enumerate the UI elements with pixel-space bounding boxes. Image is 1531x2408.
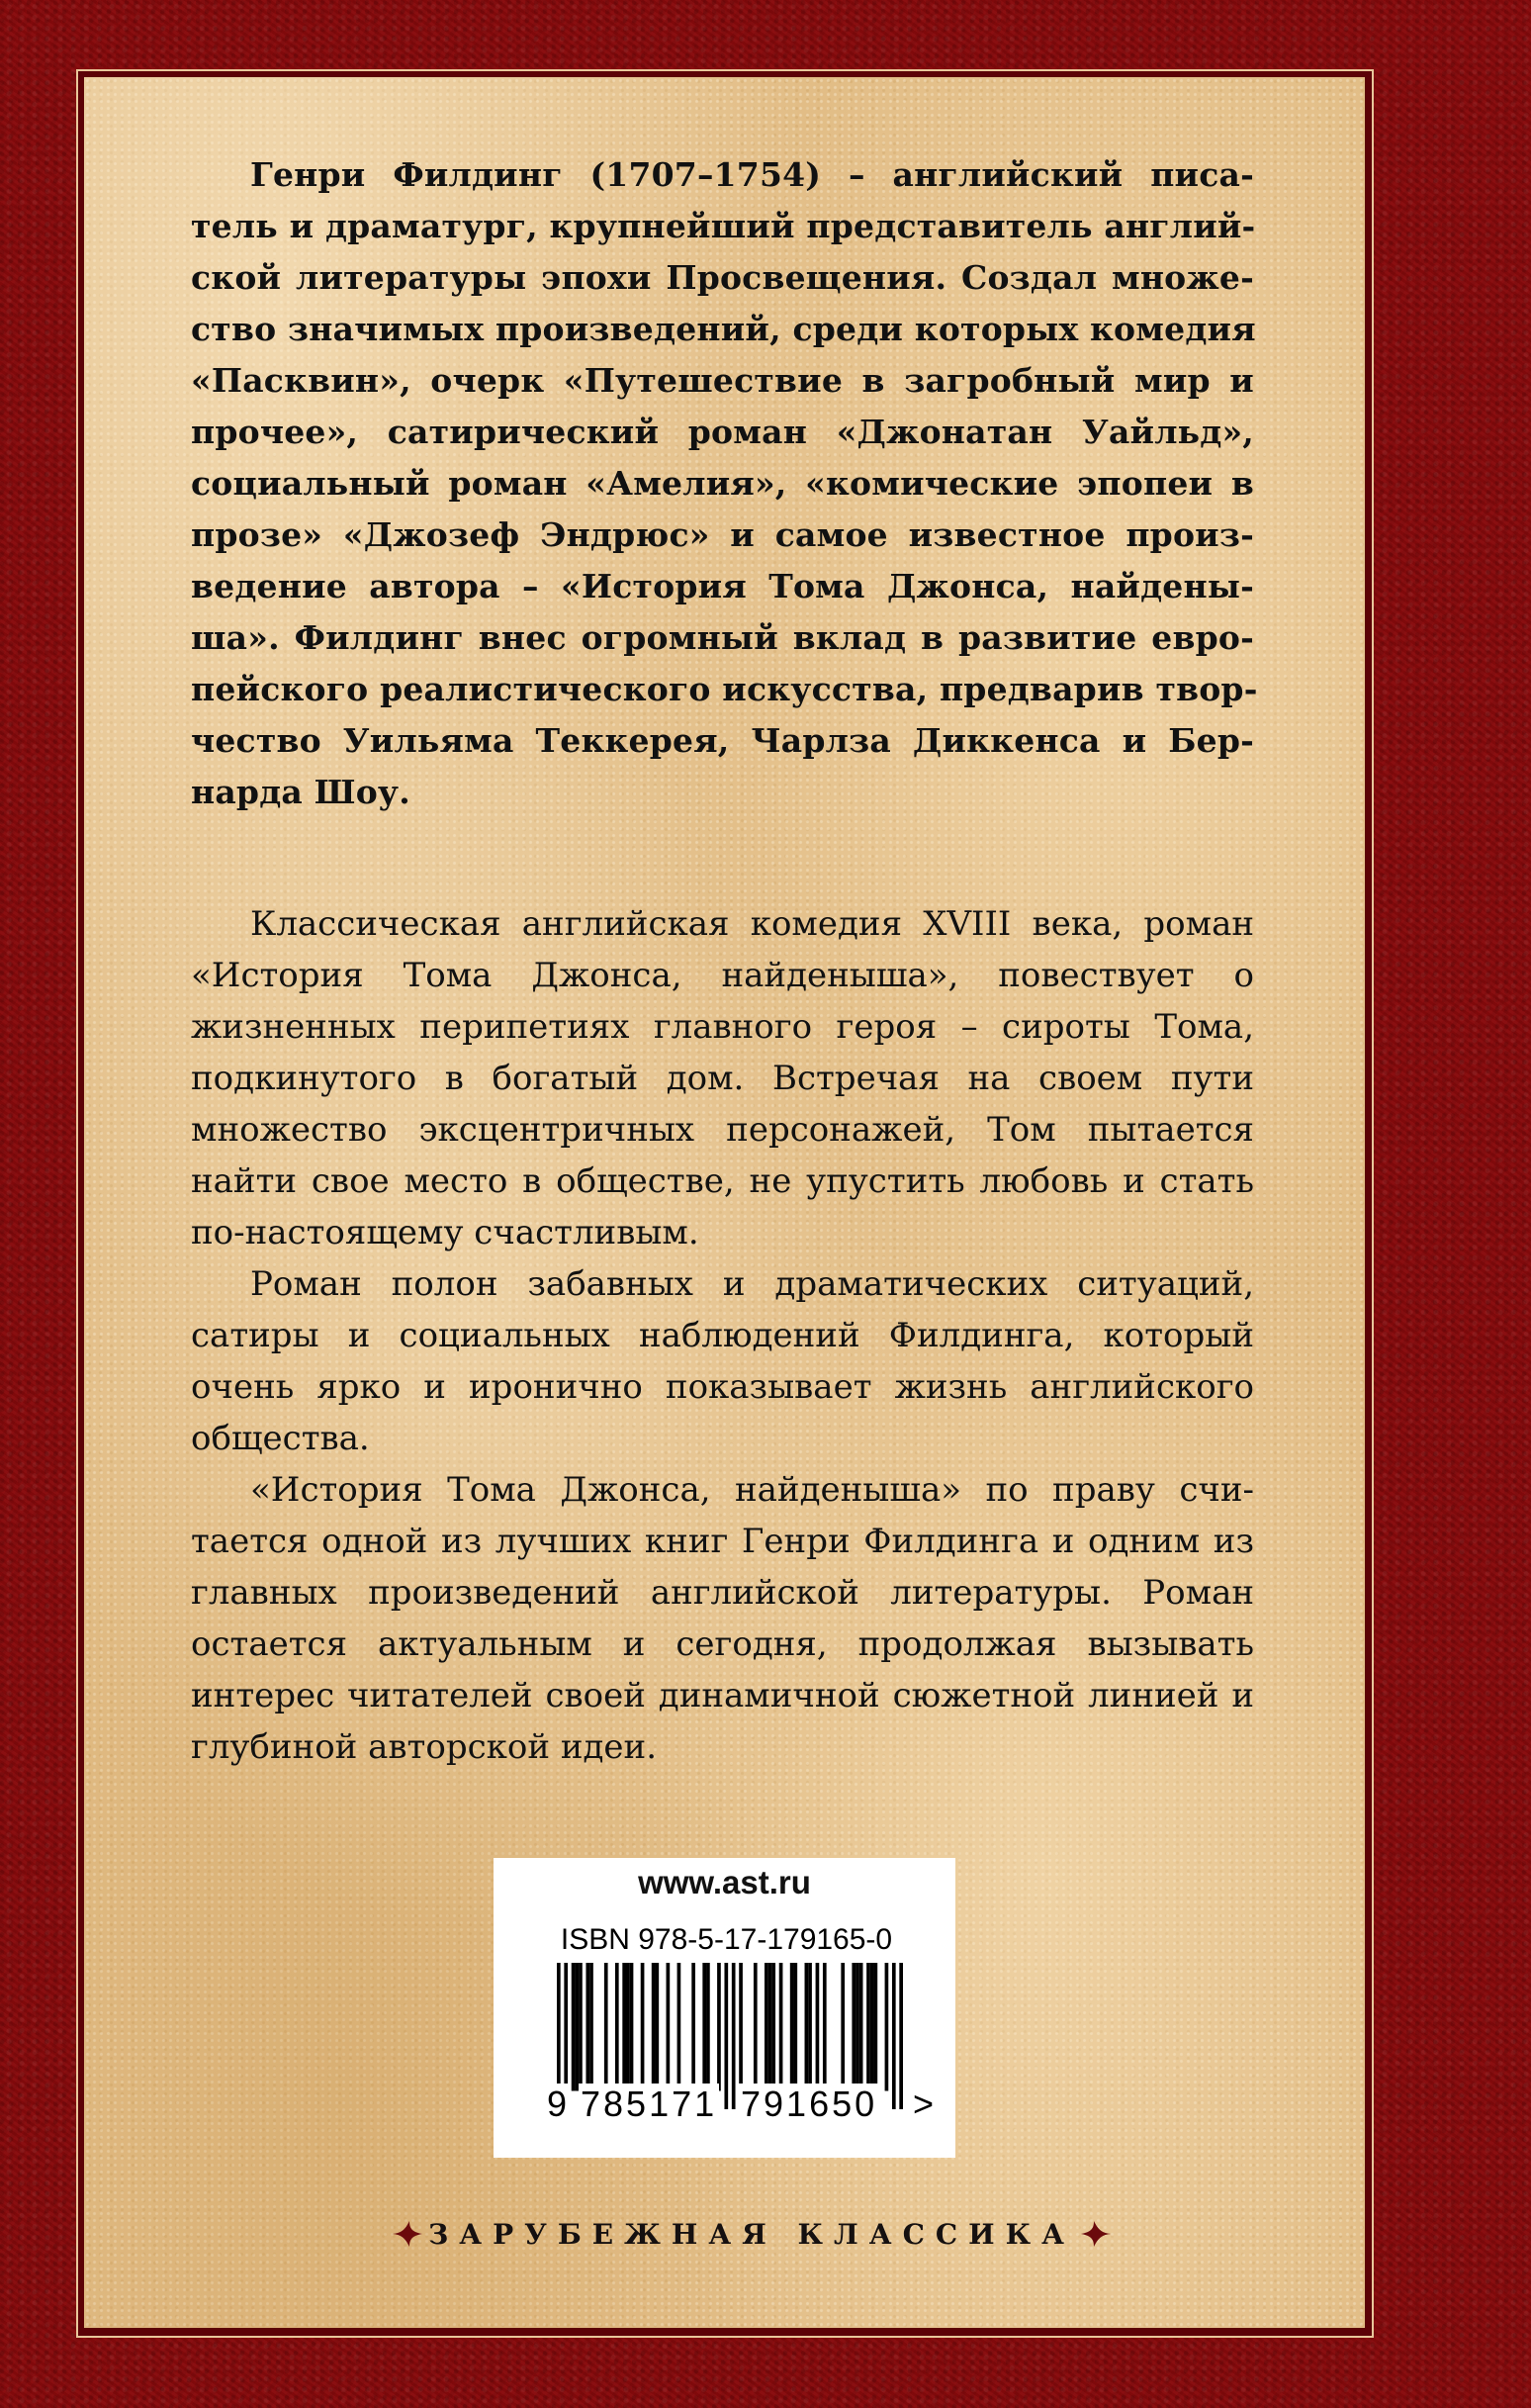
series-title: ЗАРУБЕЖНАЯ КЛАССИКА bbox=[428, 2217, 1075, 2251]
description-line: Классическая английская комедия XVIII века, роман bbox=[250, 904, 1254, 944]
description-line: Роман полон забавных и драматических ситуаций, bbox=[250, 1264, 1254, 1304]
description-line: интерес читателей своей динамичной сюжетной линией и bbox=[191, 1676, 1254, 1715]
description-line: глубиной авторской идеи. bbox=[191, 1727, 658, 1767]
publisher-website: www.ast.ru bbox=[638, 1864, 811, 1900]
bio-line: «Пасквин», очерк «Путешествие в загробный мир и bbox=[191, 361, 1254, 400]
description-line: главных произведений английской литературы. Роман bbox=[191, 1573, 1254, 1613]
description-line: найти свое место в обществе, не упустить любовь и стать bbox=[191, 1161, 1254, 1201]
description-paragraph bbox=[191, 898, 1254, 1258]
bio-line: нарда Шоу. bbox=[191, 773, 410, 811]
ean-left-group: 785171 bbox=[581, 2084, 718, 2124]
book-description bbox=[191, 898, 1254, 1773]
bio-line: Генри Филдинг (1707–1754) – английский писа- bbox=[250, 155, 1254, 194]
bio-line: ство значимых произведений, среди которых комедия bbox=[191, 310, 1256, 348]
bio-line: чество Уильяма Теккерея, Чарлза Диккенса и Бер- bbox=[191, 721, 1254, 760]
barcode-label bbox=[494, 1858, 955, 2158]
isbn-text: ISBN 978-5-17-179165-0 bbox=[560, 1923, 893, 1956]
description-line: подкинутого в богатый дом. Встречая на своем пути bbox=[191, 1059, 1254, 1098]
ean-digits bbox=[543, 2084, 948, 2123]
description-line: очень ярко и иронично показывает жизнь английского bbox=[191, 1367, 1254, 1407]
bio-line: ведение автора – «История Тома Джонса, найдены- bbox=[191, 567, 1254, 605]
description-line: множество эксцентричных персонажей, Том пытается bbox=[191, 1110, 1254, 1150]
description-paragraph bbox=[191, 1464, 1254, 1773]
description-line: остается актуальным и сегодня, продолжая вызывать bbox=[191, 1624, 1254, 1664]
quiet-zone-marker: > bbox=[913, 2084, 935, 2124]
bio-line: прочее», сатирический роман «Джонатан Уайльд», bbox=[191, 413, 1254, 451]
bio-line: ской литературы эпохи Просвещения. Создал множе- bbox=[191, 258, 1254, 297]
description-line: сатиры и социальных наблюдений Филдинга, который bbox=[191, 1316, 1254, 1355]
bio-line: пейского реалистического искусства, предварив твор- bbox=[191, 670, 1258, 708]
series-label bbox=[257, 2212, 1246, 2256]
bio-line: социальный роман «Амелия», «комические эпопеи в bbox=[191, 464, 1254, 503]
ean-right-group: 791650 bbox=[741, 2084, 878, 2124]
author-bio bbox=[191, 149, 1258, 818]
description-line: «История Тома Джонса, найденыша» по праву счи- bbox=[250, 1470, 1254, 1510]
description-paragraph bbox=[191, 1258, 1254, 1464]
description-line: по-настоящему счастливым. bbox=[191, 1213, 699, 1252]
ean-first-digit: 9 bbox=[547, 2084, 568, 2124]
star-ornament-icon bbox=[1079, 2219, 1113, 2249]
bio-line: тель и драматург, крупнейший представитель англий- bbox=[191, 207, 1256, 245]
bio-line: прозе» «Джозеф Эндрюс» и самое известное произ- bbox=[191, 515, 1254, 554]
star-ornament-icon bbox=[391, 2219, 424, 2249]
description-line: «История Тома Джонса, найденыша», повествует о bbox=[191, 956, 1254, 995]
description-line: тается одной из лучших книг Генри Филдинга и одним из bbox=[191, 1522, 1254, 1561]
description-line: общества. bbox=[191, 1419, 370, 1458]
description-line: жизненных перипетиях главного героя – сироты Тома, bbox=[191, 1007, 1254, 1047]
bio-line: ша». Филдинг внес огромный вклад в развитие евро- bbox=[191, 618, 1254, 657]
